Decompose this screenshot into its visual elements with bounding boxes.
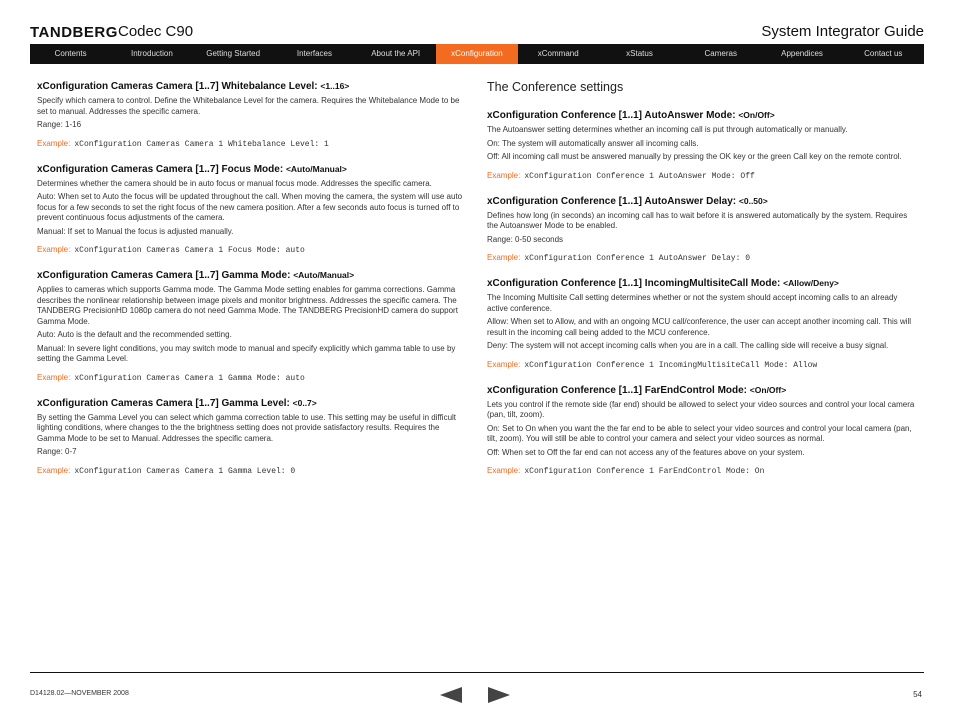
setting-option: Manual: In severe light conditions, you may switch mode to manual and specify explicitly which gamma table to use by setting the Gamma Level. — [37, 343, 456, 363]
example-line — [487, 360, 919, 370]
setting-block — [37, 269, 469, 383]
footer-divider — [30, 672, 924, 673]
example-line — [487, 171, 919, 181]
product-name: Codec C90 — [118, 23, 194, 40]
nav-introduction[interactable]: Introduction — [130, 49, 173, 58]
example-code: xConfiguration Conference 1 AutoAnswer Mode: Off — [524, 171, 755, 181]
setting-description: Determines whether the camera should be in auto focus or manual focus mode. Addresses the specific camera. — [37, 178, 432, 188]
document-id: D14128.02—NOVEMBER 2008 — [30, 690, 129, 697]
example-code: xConfiguration Conference 1 AutoAnswer Delay: 0 — [524, 254, 750, 263]
setting-description: By setting the Gamma Level you can select which gamma correction table to use. This setting may be useful in difficult lighting conditions, where changes to the the brightness setting does not provide satisfactory results. Requires the Gamma Mode to be set to Manual. Addresses the specific camera. — [37, 412, 457, 443]
setting-title — [37, 163, 469, 176]
nav-cameras[interactable]: Cameras — [704, 49, 737, 58]
setting-title — [37, 80, 469, 93]
example-label: Example: — [37, 372, 71, 382]
brand-logo: TANDBERG — [30, 24, 118, 41]
setting-values: <Auto/Manual> — [293, 270, 355, 280]
setting-option: Manual: If set to Manual the focus is adjusted manually. — [37, 226, 234, 236]
setting-title — [37, 269, 469, 282]
nav-xconfiguration[interactable]: xConfiguration — [436, 44, 517, 64]
setting-values: <On/Off> — [749, 384, 787, 395]
setting-title — [487, 384, 919, 397]
setting-title — [487, 277, 919, 290]
nav-getting-started[interactable]: Getting Started — [206, 49, 261, 58]
setting-name: xConfiguration Conference [1..1] AutoAnswer Mode: — [487, 110, 739, 121]
nav-xstatus[interactable]: xStatus — [626, 49, 653, 58]
setting-range: Range: 0-7 — [37, 447, 77, 456]
example-line — [37, 139, 469, 149]
example-line — [37, 245, 469, 255]
example-line — [37, 466, 469, 476]
setting-block — [487, 109, 919, 181]
section-title: The Conference settings — [487, 80, 624, 94]
nav-contents[interactable]: Contents — [54, 49, 87, 58]
setting-description: Specify which camera to control. Define the Whitebalance Level for the camera. Requires the Whitebalance Mode to be set to manual. Addresses the specific camera. — [37, 96, 460, 116]
setting-option: Auto: Auto is the default and the recommended setting. — [37, 330, 232, 339]
setting-name: xConfiguration Conference [1..1] AutoAnswer Delay: — [487, 195, 739, 207]
setting-block — [37, 163, 469, 256]
setting-option: Off: All incoming call must be answered manually by pressing the OK key or the green Call key on the remote control. — [487, 152, 902, 161]
setting-block — [487, 277, 919, 370]
setting-range: Range: 1-16 — [37, 120, 82, 129]
setting-values: <Allow/Deny> — [783, 278, 839, 288]
setting-range: Range: 0-50 seconds — [487, 234, 564, 244]
left-column — [37, 80, 469, 490]
setting-name: xConfiguration Conference [1..1] FarEndControl Mode: — [487, 384, 750, 396]
nav-about-the-api[interactable]: About the API — [371, 49, 421, 58]
setting-values: <0..50> — [738, 195, 768, 206]
right-column — [487, 80, 919, 490]
setting-values: <1..16> — [320, 81, 350, 91]
setting-option: Auto: When set to Auto the focus will be updated throughout the call. When moving the camera, the system will use auto focus for a few seconds to set the right focus of the new camera position. After a few seconds auto focus is turned off to prevent continuous focus adjustments of the camera. — [37, 192, 463, 222]
setting-option: Deny: The system will not accept incoming calls when you are in a call. The calling side will receive a busy signal. — [487, 341, 889, 350]
previous-page-arrow-icon[interactable] — [440, 687, 462, 708]
setting-option: Off: When set to Off the far end can not access any of the features above on your system. — [487, 447, 805, 457]
setting-description: The Autoanswer setting determines whether an incoming call is put through automatically or manually. — [487, 125, 848, 134]
setting-description: Applies to cameras which supports Gamma mode. The Gamma Mode setting enables for gamma corrections. Gamma describes the nonlinear relationship between image pixels and monitor brightness. Addresses the specific camera. The TANDBERG PrecisionHD 1080p camera do not need Gamma Mode. The TANDBERG PrecisionHD camera do support Gamma Mode. — [37, 285, 458, 326]
setting-block — [487, 384, 919, 477]
example-code: xConfiguration Cameras Camera 1 Gamma Mode: auto — [74, 373, 305, 383]
example-code: xConfiguration Cameras Camera 1 Focus Mode: auto — [74, 246, 305, 255]
setting-name: xConfiguration Cameras Camera [1..7] Whitebalance Level: — [37, 81, 321, 92]
example-code: xConfiguration Cameras Camera 1 Whitebalance Level: 1 — [74, 139, 329, 149]
nav-xcommand[interactable]: xCommand — [537, 49, 579, 58]
setting-option: On: Set to On when you want the the far end to be able to select your video sources and control your local camera (pan, tilt, zoom). You will still be able to control your camera and select your video sources as normal. — [487, 423, 912, 443]
page-number: 54 — [913, 690, 922, 699]
setting-values: <0..7> — [292, 397, 317, 408]
setting-option: Allow: When set to Allow, and with an ongoing MCU call/conference, the user can accept another incoming call. This will result in the incoming call being added to the MCU conference. — [487, 317, 912, 337]
guide-title: System Integrator Guide — [761, 23, 924, 40]
setting-option: On: The system will automatically answer all incoming calls. — [487, 138, 699, 148]
example-label: Example: — [487, 170, 521, 180]
setting-description: The Incoming Multisite Call setting determines whether or not the system should accept incoming calls to an already active conference. — [487, 293, 898, 313]
example-label: Example: — [37, 138, 71, 148]
next-page-arrow-icon[interactable] — [488, 687, 510, 708]
example-code: xConfiguration Conference 1 FarEndControl Mode: On — [524, 467, 765, 476]
example-label: Example: — [37, 465, 71, 475]
setting-name: xConfiguration Cameras Camera [1..7] Gamma Level: — [37, 397, 293, 409]
setting-values: <Auto/Manual> — [285, 163, 347, 174]
setting-title — [487, 109, 919, 122]
example-label: Example: — [487, 466, 521, 475]
setting-block — [487, 195, 919, 264]
example-label: Example: — [487, 253, 521, 262]
nav-contact-us[interactable]: Contact us — [864, 49, 903, 58]
nav-interfaces[interactable]: Interfaces — [296, 49, 332, 58]
setting-block — [37, 397, 469, 476]
example-label: Example: — [37, 245, 71, 254]
setting-name: xConfiguration Cameras Camera [1..7] Gamma Mode: — [37, 270, 294, 281]
top-nav — [30, 44, 924, 64]
setting-description: Defines how long (in seconds) an incoming call has to wait before it is answered automatically by the system. Requires the Autoanswer Mode to be enabled. — [487, 210, 908, 230]
setting-block — [37, 80, 469, 149]
example-line — [487, 466, 919, 476]
page-header — [30, 20, 924, 42]
setting-title — [37, 397, 469, 410]
example-code: xConfiguration Cameras Camera 1 Gamma Level: 0 — [74, 466, 296, 476]
nav-appendices[interactable]: Appendices — [781, 49, 823, 58]
setting-title — [487, 195, 919, 208]
example-code: xConfiguration Conference 1 IncomingMultisiteCall Mode: Allow — [524, 360, 818, 370]
example-line — [487, 253, 919, 263]
setting-name: xConfiguration Conference [1..1] IncomingMultisiteCall Mode: — [487, 278, 784, 289]
setting-name: xConfiguration Cameras Camera [1..7] Focus Mode: — [37, 163, 286, 175]
example-line — [37, 373, 469, 383]
setting-description: Lets you control if the remote side (far end) should be allowed to select your video sources and control your local camera (pan, tilt, zoom). — [487, 399, 915, 419]
setting-values: <On/Off> — [738, 110, 775, 120]
example-label: Example: — [487, 359, 521, 369]
